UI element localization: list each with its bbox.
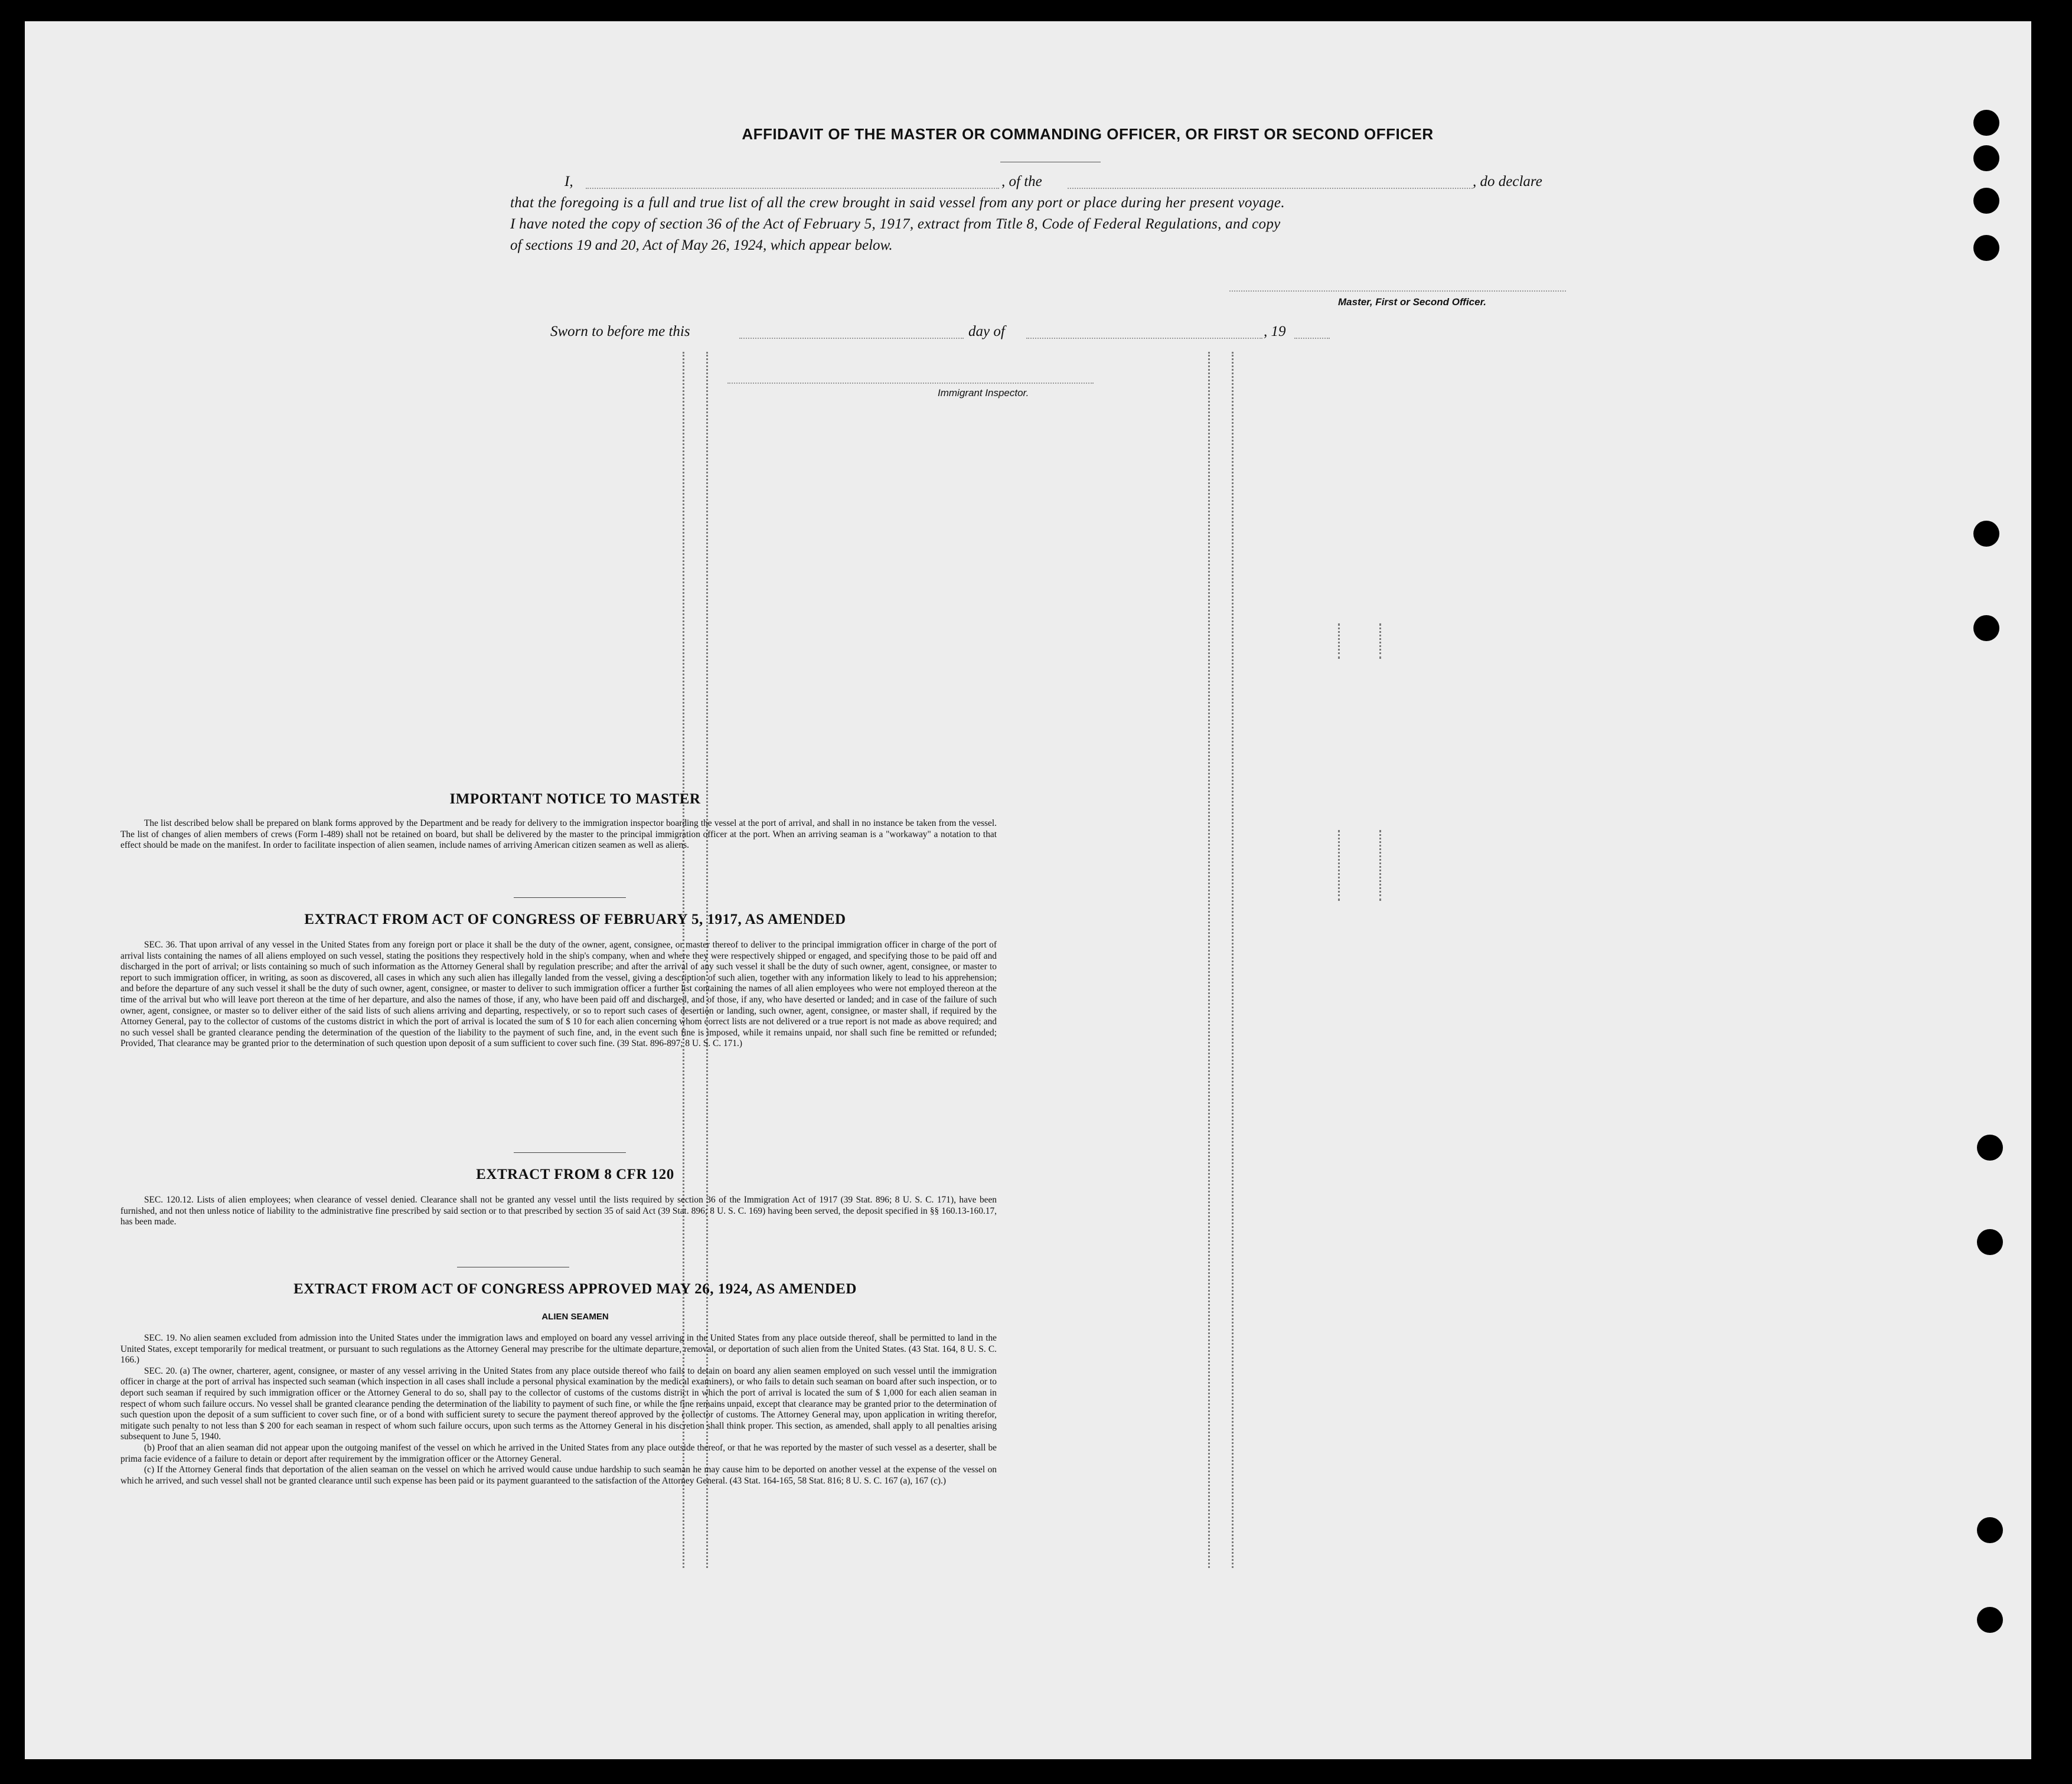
column-divider bbox=[1379, 623, 1381, 659]
extract-1917-section bbox=[120, 940, 997, 1050]
punch-hole bbox=[1977, 1607, 2003, 1633]
punch-hole bbox=[1977, 1229, 2003, 1255]
notice-section bbox=[120, 818, 997, 851]
punch-hole bbox=[1973, 235, 1999, 261]
day-blank[interactable] bbox=[739, 338, 964, 339]
punch-hole bbox=[1973, 615, 1999, 641]
sworn-label: Sworn to before me this bbox=[550, 324, 690, 339]
affidavit-line-4: of sections 19 and 20, Act of May 26, 1924, which appear below. bbox=[510, 237, 893, 253]
punch-hole bbox=[1977, 1517, 2003, 1543]
notice-body: The list described below shall be prepared on blank forms approved by the Department and be ready for delivery to the immigration inspector boarding the vessel at the port of arrival, and shall in no instance be taken from the vessel. The list of changes of alien members of crews (Form I-489) shall not be retained on board, but shall be delivered by the master to the principal immigration officer at the port. When an arriving seaman is a "workaway" a notation to that effect should be made on the manifest. In order to facilitate inspection of alien seamen, include names of arriving American citizen seamen as well as aliens. bbox=[120, 818, 997, 851]
extract-cfr-title: EXTRACT FROM 8 CFR 120 bbox=[476, 1167, 674, 1182]
column-divider bbox=[1338, 830, 1340, 901]
column-divider bbox=[1379, 830, 1381, 901]
affidavit-line-3: I have noted the copy of section 36 of the Act of February 5, 1917, extract from Title 8, Code of Federal Regulations, and copy bbox=[510, 216, 1281, 232]
extract-1924-title: EXTRACT FROM ACT OF CONGRESS APPROVED MAY 26, 1924, AS AMENDED bbox=[293, 1281, 857, 1297]
sec-20c-body: (c) If the Attorney General finds that deportation of the alien seaman on the vessel on which he arrived would cause undue hardship to such seaman he may cause him to be deported on another vessel at the expense of the vessel on which he arrived, and such vessel shall not be granted clearance until such expense has been paid or its payment guaranteed to the satisfaction of the Attorney General. (43 Stat. 164-165, 58 Stat. 816; 8 U. S. C. 167 (a), 167 (c).) bbox=[120, 1465, 997, 1486]
section-rule bbox=[514, 897, 626, 898]
extract-1924-section bbox=[120, 1333, 997, 1486]
column-divider bbox=[1208, 352, 1210, 1568]
column-divider bbox=[1338, 623, 1340, 659]
vessel-blank[interactable] bbox=[1068, 188, 1473, 189]
affidavit-title: AFFIDAVIT OF THE MASTER OR COMMANDING OFFICER, OR FIRST OR SECOND OFFICER bbox=[742, 125, 1434, 143]
form-page bbox=[25, 21, 2031, 1759]
extract-1917-body: SEC. 36. That upon arrival of any vessel in the United States from any foreign port or place it shall be the duty of the owner, agent, consignee, or master thereof to deliver to the principal immigration officer in charge of the port of arrival lists containing the names of all aliens employed on such vessel, stating the positions they respectively hold in the ship's company, when and where they were respectively shipped or engaged, and specifying those to be paid off and discharged in the port of arrival; or lists containing so much of such information as the Attorney General shall by regulation prescribe; and after the arrival of any such vessel it shall be the duty of such owner, agent, consignee, or master to report to such immigration officer, in writing, as soon as discovered, all cases in which any such alien has illegally landed from the vessel, giving a description of such alien, together with any information likely to lead to his apprehension; and before the departure of any such vessel it shall be the duty of such owner, agent, consignee, or master to deliver to such immigration officer a further list containing the names of all alien employees who were not employed thereon at the time of the arrival but who will leave port thereon at the time of her departure, and also the names of those, if any, who have been paid off and discharged, and of those, if any, who have deserted or landed; and in case of the failure of such owner, agent, consignee, or master so to deliver either of the said lists of such aliens arriving and departing, respectively, or so to report such cases of desertion or landing, such owner, agent, consignee, or master shall, if required by the Attorney General, pay to the collector of customs of the customs district in which the port of arrival is located the sum of $ 10 for each alien concerning whom correct lists are not delivered or a true report is not made as above required; and no such vessel shall be granted clearance pending the determination of the question of the liability to the payment of such fine, and, in the event such fine is imposed, while it remains unpaid, nor shall such fine be remitted or refunded; Provided, That clearance may be granted prior to the determination of such question upon deposit of a sum sufficient to cover such fine. (39 Stat. 896-897; 8 U. S. C. 171.) bbox=[120, 940, 997, 1049]
month-blank[interactable] bbox=[1026, 338, 1262, 339]
punch-hole bbox=[1973, 145, 1999, 171]
notice-title: IMPORTANT NOTICE TO MASTER bbox=[449, 791, 701, 807]
column-divider bbox=[1232, 352, 1234, 1568]
year-blank[interactable] bbox=[1294, 338, 1330, 339]
extract-1917-title: EXTRACT FROM ACT OF CONGRESS OF FEBRUARY 5, 1917, AS AMENDED bbox=[304, 911, 846, 927]
year-label: , 19 bbox=[1264, 324, 1286, 339]
affidavit-declare: , do declare bbox=[1473, 174, 1542, 189]
name-blank[interactable] bbox=[586, 188, 999, 189]
affidavit-i: I, bbox=[565, 174, 573, 189]
sec-19-body: SEC. 19. No alien seamen excluded from admission into the United States under the immigration laws and employed on board any vessel arriving in the United States from any place outside thereof, shall be permitted to land in the United States, except temporarily for medical treatment, or pursuant to such regulations as the Attorney General may prescribe for the ultimate departure, removal, or deportation of such alien from the United States. (43 Stat. 164, 8 U. S. C. 166.) bbox=[120, 1333, 997, 1365]
punch-hole bbox=[1973, 188, 1999, 214]
signature-label: Master, First or Second Officer. bbox=[1338, 296, 1486, 308]
extract-1924-subtitle: ALIEN SEAMEN bbox=[541, 1312, 609, 1322]
affidavit-of-the: , of the bbox=[1001, 174, 1042, 189]
inspector-label: Immigrant Inspector. bbox=[938, 387, 1029, 398]
sec-20a-body: SEC. 20. (a) The owner, charterer, agent, consignee, or master of any vessel arriving in the United States from any place outside thereof who fails to detain on board any alien seamen employed on such vessel until the immigration officer in charge at the port of arrival has inspected such seaman (which inspection in all cases shall include a personal physical examination by the medical examiners), or who fails to detain such seaman on board after such inspection, or to deport such seaman if required by such immigration officer or the Attorney General to do so, shall pay to the collector of customs of the customs district in which the port of arrival is located the sum of $ 1,000 for each alien seaman in respect of whom such failure occurs. No vessel shall be granted clearance pending the determination of the liability to payment of such fine, or while the fine remains unpaid, except that clearance may be granted prior to the determination of such question upon the deposit of a sum sufficient to cover such fine, or of a bond with sufficient surety to secure the payment thereof approved by the collector of customs. The Attorney General may, upon application in writing therefor, mitigate such penalty to not less than $ 200 for each seaman in respect of whom such failure occurs, upon such terms as the Attorney General in his discretion shall think proper. This section, as amended, shall apply to all penalties arising subsequent to June 5, 1940. bbox=[120, 1365, 997, 1442]
punch-hole bbox=[1973, 110, 1999, 136]
day-of-label: day of bbox=[968, 324, 1005, 339]
section-rule bbox=[514, 1152, 626, 1153]
signature-blank[interactable] bbox=[1229, 290, 1566, 292]
affidavit-line-2: that the foregoing is a full and true list of all the crew brought in said vessel from any port or place during her present voyage. bbox=[510, 195, 1285, 211]
punch-hole bbox=[1977, 1135, 2003, 1161]
punch-hole bbox=[1973, 521, 1999, 547]
sec-20b-body: (b) Proof that an alien seaman did not appear upon the outgoing manifest of the vessel on which he arrived in the United States from any place outside thereof, or that he was reported by the master of such vessel as a deserter, shall be prima facie evidence of a failure to detain or deport after requirement by the immigration officer or the Attorney General. bbox=[120, 1442, 997, 1464]
extract-cfr-body: SEC. 120.12. Lists of alien employees; when clearance of vessel denied. Clearance shall not be granted any vessel until the lists required by section 36 of the Immigration Act of 1917 (39 Stat. 896; 8 U. S. C. 171), have been furnished, and not then unless notice of liability to the administrative fine prescribed by said section or to that prescribed by section 35 of said Act (39 Stat. 896; 8 U. S. C. 169) having been served, the deposit specified in §§ 160.13-160.17, has been made. bbox=[120, 1195, 997, 1227]
inspector-signature-blank[interactable] bbox=[727, 383, 1094, 384]
extract-cfr-section bbox=[120, 1195, 997, 1228]
